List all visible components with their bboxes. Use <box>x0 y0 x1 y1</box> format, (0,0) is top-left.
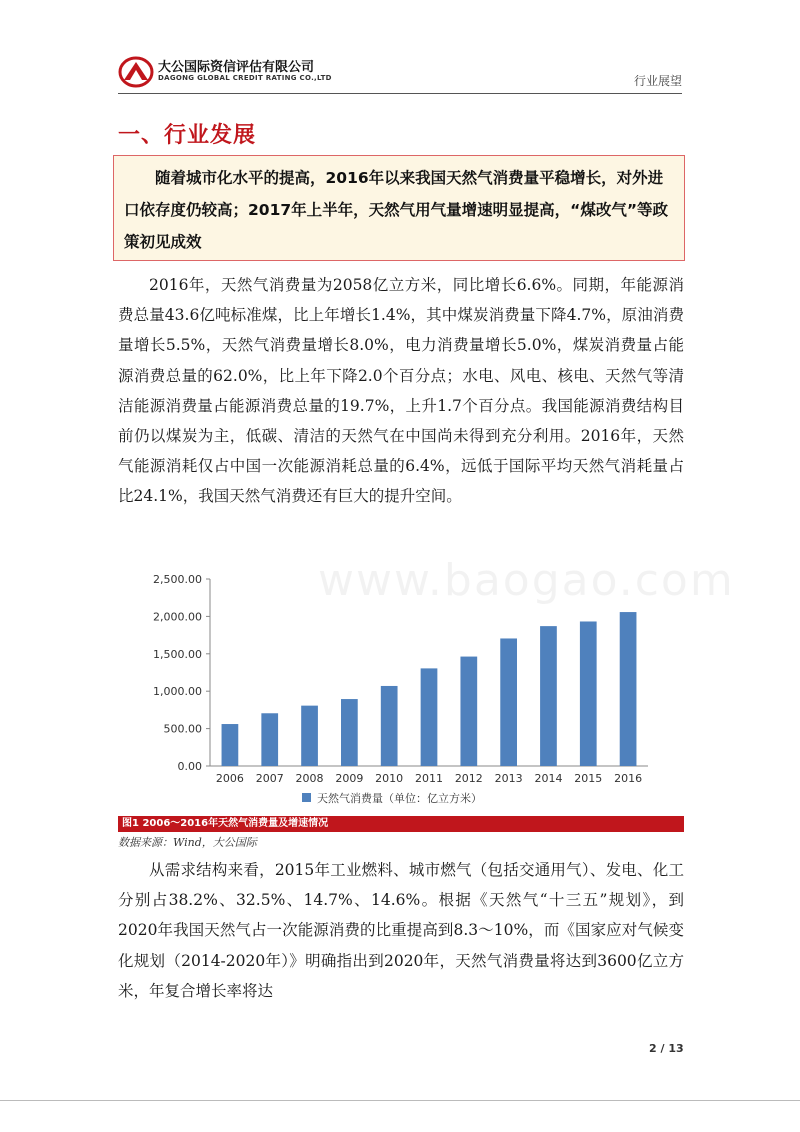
section-label: 行业展望 <box>633 74 682 88</box>
x-tick-label: 2008 <box>295 772 324 785</box>
x-tick-label: 2007 <box>255 772 284 785</box>
summary-text: 随着城市化水平的提高，2016年以来我国天然气消费量平稳增长，对外进口依存度仍较高；2017年上半年，天然气用气量增速明显提高，“煤改气”等政策初见成效 <box>124 169 669 251</box>
bar <box>460 657 477 766</box>
body-paragraph-2 <box>118 855 684 1006</box>
x-tick-label: 2010 <box>375 772 404 785</box>
bar <box>341 699 358 766</box>
bar <box>500 638 517 766</box>
y-tick-label: 2,500.00 <box>153 573 202 586</box>
company-name-cn: 大公国际资信评估有限公司 <box>158 60 315 75</box>
summary-box <box>113 155 685 261</box>
bar <box>540 626 557 766</box>
y-tick-label: 2,000.00 <box>153 610 202 624</box>
y-tick-label: 500.00 <box>163 722 202 736</box>
x-tick-label: 2015 <box>574 772 603 785</box>
gas-consumption-chart <box>118 565 684 815</box>
bar <box>381 686 398 766</box>
x-tick-label: 2012 <box>454 772 483 785</box>
x-tick-label: 2006 <box>215 772 244 785</box>
bar <box>301 706 318 766</box>
page-header <box>118 52 682 94</box>
x-tick-label: 2009 <box>335 772 364 785</box>
y-tick-label: 1,500.00 <box>153 647 202 661</box>
legend-swatch <box>302 793 311 802</box>
company-name-en: DAGONG GLOBAL CREDIT RATING CO.,LTD <box>158 74 332 82</box>
bar <box>261 713 278 766</box>
paragraph-text: 从需求结构来看，2015年工业燃料、城市燃气（包括交通用气）、发电、化工分别占38.2%、32.5%、14.7%、14.6%。根据《天然气“十三五”规划》，到2020年我国天然气占一次能源消费的比重提高到8.3～10%，而《国家应对气候变化规划（2014-2020年）》明确指出到2020年，天然气消费量将达到3600亿立方米，年复合增长率将达 <box>118 861 684 1000</box>
dagong-logo-icon <box>118 54 154 90</box>
figure-source: 数据来源：Wind，大公国际 <box>118 836 257 849</box>
y-tick-label: 0.00 <box>177 760 202 773</box>
watermark: www.baogao.com <box>318 555 735 606</box>
x-tick-label: 2011 <box>415 772 443 785</box>
y-tick-label: 1,000.00 <box>153 685 202 699</box>
bar <box>421 668 438 766</box>
footer-divider <box>0 1100 800 1101</box>
x-tick-label: 2013 <box>494 772 523 785</box>
bar <box>620 612 637 766</box>
page-number: 2 / 13 <box>649 1042 684 1055</box>
header-divider <box>118 93 682 94</box>
section-heading: 一、行业发展 <box>118 123 257 148</box>
bar <box>580 621 597 766</box>
bar-chart-svg <box>118 565 684 815</box>
paragraph-text: 2016年，天然气消费量为2058亿立方米，同比增长6.6%。同期，年能源消费总量43.6亿吨标准煤，比上年增长1.4%，其中煤炭消费量下降4.7%，原油消费量增长5.5%，天然气消费量增长8.0%，电力消费量增长5.0%，煤炭消费量占能源消费总量的62.0%，比上年下降2.0个百分点；水电、风电、核电、天然气等清洁能源消费量占能源消费总量的19.7%，上升1.7个百分点。我国能源消费结构目前仍以煤炭为主，低碳、清洁的天然气在中国尚未得到充分利用。2016年，天然气能源消耗仅占中国一次能源消耗总量的6.4%，远低于国际平均天然气消耗量占比24.1%，我国天然气消费还有巨大的提升空间。 <box>118 276 684 506</box>
figure-caption: 图1 2006～2016年天然气消费量及增速情况 <box>118 816 684 832</box>
x-tick-label: 2014 <box>534 772 563 785</box>
body-paragraph-1 <box>118 270 684 512</box>
bar <box>222 724 239 766</box>
x-tick-label: 2016 <box>614 772 643 785</box>
legend-label: 天然气消费量（单位：亿立方米） <box>317 792 482 805</box>
